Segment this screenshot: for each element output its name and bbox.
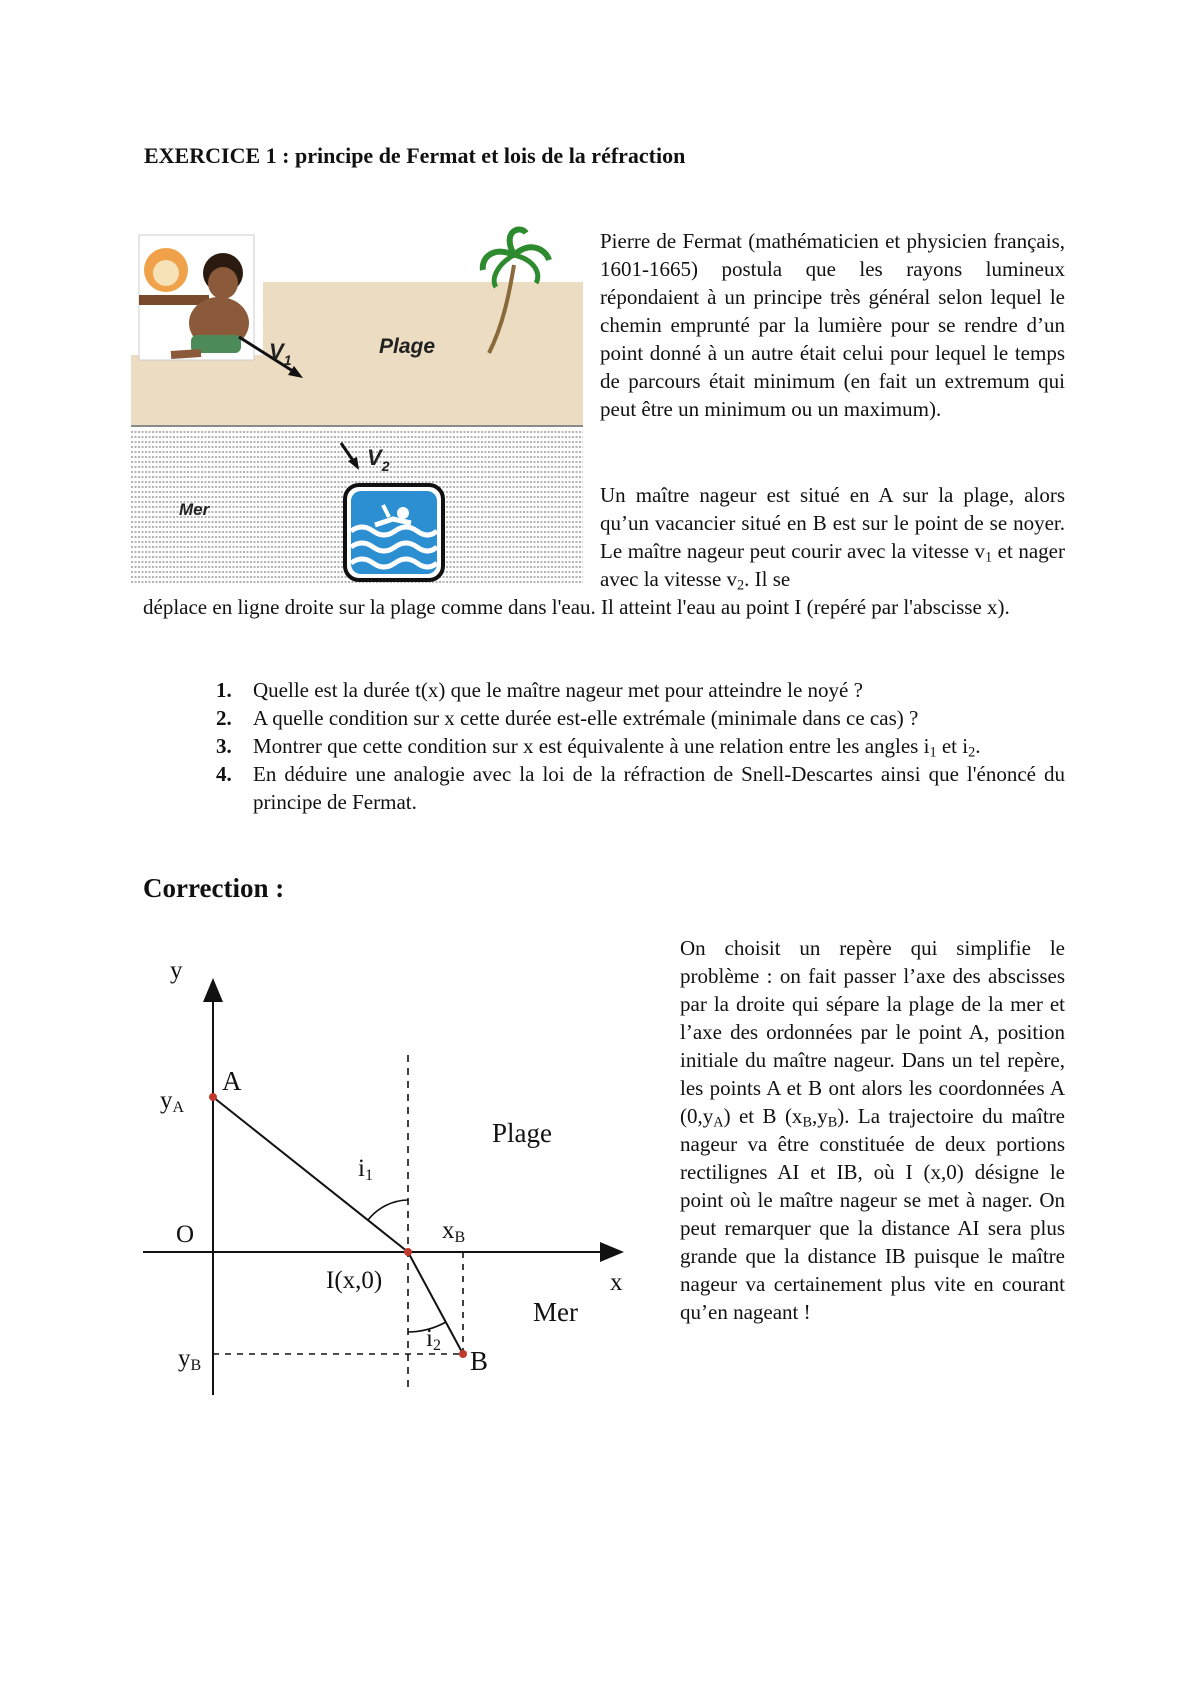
angle-i1-main: i — [358, 1155, 365, 1182]
angle-i1-label — [358, 1155, 373, 1184]
question-item — [143, 760, 1065, 816]
angle-i1-arc — [368, 1200, 408, 1220]
scenario-sub-1: 1 — [984, 549, 993, 566]
xB-label-sub: B — [454, 1229, 466, 1246]
drowning-swimmer-icon — [345, 485, 443, 580]
question-number: 3. — [216, 734, 232, 758]
exercise-title-text: : principe de Fermat et lois de la réfraction — [276, 143, 686, 168]
question-number: 1. — [216, 678, 232, 702]
question-text: Quelle est la durée t(x) que le maître nageur met pour atteindre le noyé ? — [253, 678, 863, 702]
diagram-beach-label: Plage — [492, 1118, 552, 1148]
question-item — [143, 704, 1065, 732]
point-I-label: I(x,0) — [326, 1267, 383, 1294]
v2-label — [367, 445, 390, 474]
yA-label-main: y — [160, 1087, 173, 1114]
v2-label-main: V — [367, 445, 382, 470]
yB-label-main: y — [178, 1345, 191, 1372]
scenario-paragraph — [600, 481, 1065, 593]
question-number: 2. — [216, 706, 232, 730]
refraction-diagram — [140, 950, 660, 1410]
explanation-text-b: ) et B (x — [723, 1104, 803, 1128]
v1-label-sub: 1 — [283, 352, 292, 368]
questions-list — [143, 676, 1065, 816]
yA-label — [160, 1087, 185, 1116]
illustration-sea-label — [179, 500, 211, 519]
question-text: En déduire une analogie avec la loi de la réfraction de Snell-Descartes ainsi que l'énoncé du principe de Fermat. — [253, 762, 1065, 814]
angle-i2-label — [426, 1325, 441, 1354]
question-item — [143, 732, 1065, 760]
angle-i2-sub: 2 — [432, 1337, 441, 1354]
question-text-c: . — [975, 734, 981, 758]
scenario-sub-2: 2 — [737, 577, 745, 594]
angle-i2-main: i — [426, 1325, 433, 1352]
segment-AI — [213, 1097, 408, 1252]
question-sub-b: 2 — [968, 744, 976, 761]
yB-label-sub: B — [190, 1357, 202, 1374]
exercise-title-number: EXERCICE 1 — [144, 143, 277, 168]
y-axis-label: y — [170, 957, 183, 984]
point-B-label: B — [470, 1346, 489, 1376]
exercise-title — [144, 143, 685, 169]
angle-i1-sub: 1 — [364, 1167, 373, 1184]
xB-label-main: x — [442, 1217, 455, 1244]
origin-label: O — [176, 1221, 195, 1248]
illustration-sea-label-text: Mer — [179, 500, 210, 519]
point-B-marker — [459, 1350, 467, 1358]
question-text-b: et i — [936, 734, 969, 758]
question-number: 4. — [216, 762, 232, 786]
lifeguard-figure — [139, 235, 254, 360]
x-axis-label: x — [610, 1269, 623, 1296]
yB-label — [178, 1345, 201, 1374]
correction-heading: Correction : — [143, 873, 285, 903]
scenario-text-1: Un maître nageur est situé en A sur la plage, alors qu’un vacancier situé en B est sur le point de se noyer. Le maître nageur peut courir avec la vitesse v — [600, 483, 1065, 563]
point-A-marker — [209, 1093, 217, 1101]
question-text-a: Montrer que cette condition sur x est équivalente à une relation entre les angles i — [253, 734, 930, 758]
beach-sea-illustration — [131, 225, 583, 587]
explanation-sub-3: B — [827, 1114, 838, 1131]
illustration-beach-label: Plage — [379, 335, 436, 358]
correction-explanation — [680, 934, 1065, 1326]
scenario-text-2: et nager avec la vitesse v — [600, 539, 1065, 591]
point-A-label: A — [222, 1066, 242, 1096]
explanation-text-c: ,y — [811, 1104, 828, 1128]
point-I-marker — [404, 1248, 412, 1256]
explanation-sub-1: A — [713, 1114, 724, 1131]
diagram-sea-label: Mer — [533, 1297, 578, 1327]
v2-arrowhead — [348, 457, 359, 470]
xB-label — [442, 1217, 465, 1246]
question-text: A quelle condition sur x cette durée est-elle extrémale (minimale dans ce cas) ? — [253, 706, 919, 730]
question-item — [143, 676, 1065, 704]
v1-label-main: V — [269, 339, 284, 364]
explanation-sub-2: B — [802, 1114, 812, 1131]
sand-left-rect — [131, 355, 271, 427]
scenario-paragraph-continued: déplace en ligne droite sur la plage comme dans l'eau. Il atteint l'eau au point I (repéré par l'abscisse x). — [143, 595, 1010, 619]
explanation-text-a: On choisit un repère qui simplifie le problème : on fait passer l’axe des abscisses par la droite qui sépare la plage de la mer et l’axe des ordonnées par le point A, position initiale du maître nageur. Dans un tel repère, les points A et B ont alors les coordonnées A (0,y — [680, 936, 1065, 1128]
question-sub-a: 1 — [929, 744, 937, 761]
yA-label-sub: A — [172, 1099, 185, 1116]
explanation-text-d: ). La trajectoire du maître nageur va être constituée de deux portions rectilignes AI et IB, où I (x,0) désigne le point où le maître nageur se met à nager. On peut remarquer que la distance AI sera plus grande que la distance IB puisque le maître nageur va certainement plus vite en courant qu’en nageant ! — [680, 1104, 1065, 1324]
v2-label-sub: 2 — [381, 458, 390, 474]
intro-paragraph: Pierre de Fermat (mathématicien et physicien français, 1601-1665) postula que les rayons lumineux répondaient à un principe très général selon lequel le chemin emprunté par la lumière pour se rendre d’un point donné à un autre était celui pour lequel le temps de parcours était minimum (en fait un extremum qui peut être un minimum ou un maximum). — [600, 229, 1065, 421]
scenario-text-3: . Il se — [744, 567, 791, 591]
